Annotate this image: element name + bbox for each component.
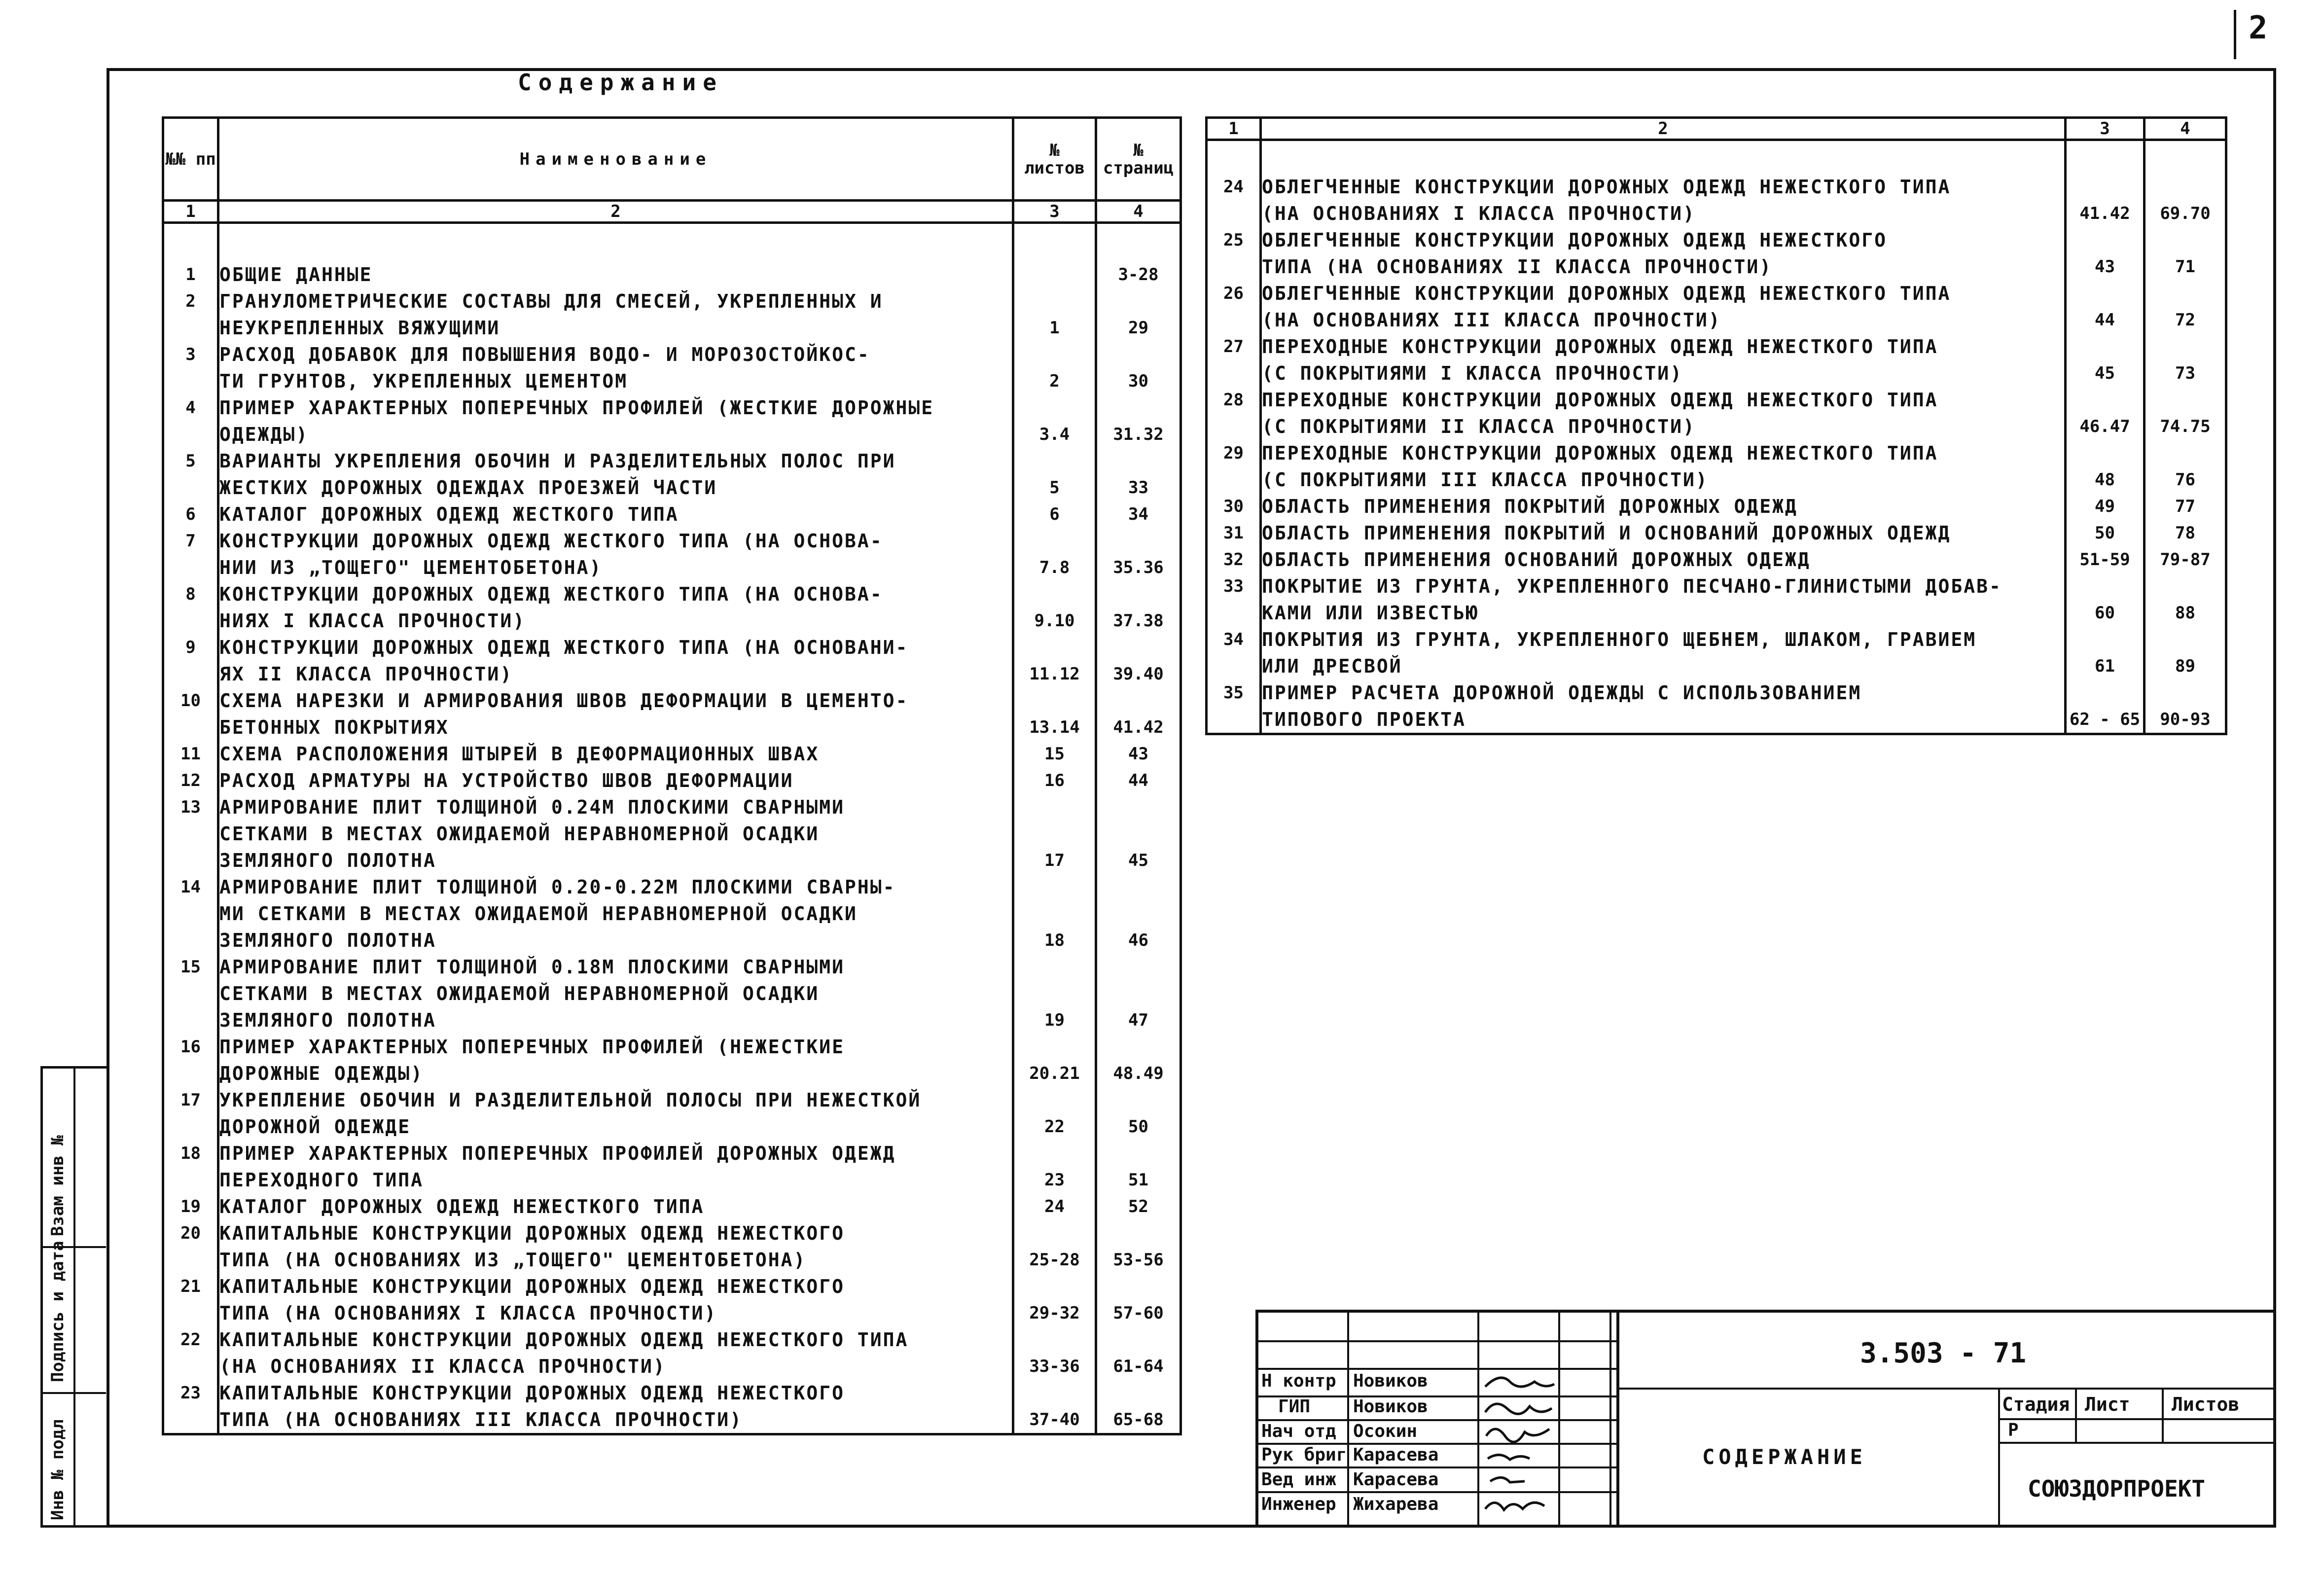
row-sheets: 23 xyxy=(1013,1140,1096,1193)
row-number: 24 xyxy=(1207,140,1261,227)
row-number: 2 xyxy=(163,288,218,341)
row-number: 7 xyxy=(163,528,218,581)
row-number: 9 xyxy=(163,634,218,687)
row-sheets: 41.42 xyxy=(2066,140,2145,227)
row-number: 25 xyxy=(1207,227,1261,280)
row-pages: 50 xyxy=(1096,1087,1181,1140)
row-number: 26 xyxy=(1207,280,1261,333)
label-sign-date: Подпись и дата xyxy=(48,1241,68,1382)
row-pages: 29 xyxy=(1096,288,1181,341)
header-name: Наименование xyxy=(218,118,1013,201)
row-name: КАПИТАЛЬНЫЕ КОНСТРУКЦИИ ДОРОЖНЫХ ОДЕЖД НЕЖЕСТКОГО ТИПА (НА ОСНОВАНИЯХ ИЗ „ТОЩЕГО" ЦЕМЕНТОБЕТОНА) xyxy=(218,1220,1013,1273)
row-pages: 43 xyxy=(1096,741,1181,767)
table-row xyxy=(1207,520,2226,546)
row-name: ВАРИАНТЫ УКРЕПЛЕНИЯ ОБОЧИН И РАЗДЕЛИТЕЛЬНЫХ ПОЛОС ПРИ ЖЕСТКИХ ДОРОЖНЫХ ОДЕЖДАХ ПРОЕЗЖЕЙ ЧАСТИ xyxy=(218,448,1013,501)
table-row xyxy=(1207,679,2226,734)
sheet-number-divider xyxy=(2234,10,2236,59)
label-inv-orig: Инв № подл xyxy=(48,1419,68,1520)
row-number: 35 xyxy=(1207,679,1261,734)
stage-value: Р xyxy=(2008,1420,2019,1440)
row-pages: 65-68 xyxy=(1096,1380,1181,1434)
row-pages: 3-28 xyxy=(1096,223,1181,288)
table-row xyxy=(163,448,1181,501)
row-number: 20 xyxy=(163,1220,218,1273)
row-name: ОБЛЕГЧЕННЫЕ КОНСТРУКЦИИ ДОРОЖНЫХ ОДЕЖД НЕЖЕСТКОГО ТИПА (НА ОСНОВАНИЯХ I КЛАССА ПРОЧНОСТИ) xyxy=(1261,140,2066,227)
table-row xyxy=(163,874,1181,954)
stamp-role: Рук бриг xyxy=(1261,1445,1347,1465)
table-row xyxy=(1207,440,2226,493)
row-number: 1 xyxy=(163,223,218,288)
row-name: СХЕМА НАРЕЗКИ И АРМИРОВАНИЯ ШВОВ ДЕФОРМАЦИИ В ЦЕМЕНТО- БЕТОННЫХ ПОКРЫТИЯХ xyxy=(218,687,1013,741)
row-name: КАПИТАЛЬНЫЕ КОНСТРУКЦИИ ДОРОЖНЫХ ОДЕЖД НЕЖЕСТКОГО ТИПА (НА ОСНОВАНИЯХ II КЛАССА ПРОЧНОСТИ) xyxy=(218,1326,1013,1380)
row-sheets: 15 xyxy=(1013,741,1096,767)
row-sheets: 20.21 xyxy=(1013,1034,1096,1087)
row-sheets: 61 xyxy=(2066,626,2145,679)
row-sheets: 25-28 xyxy=(1013,1220,1096,1273)
stamp-role: Вед инж xyxy=(1261,1469,1336,1490)
row-pages: 53-56 xyxy=(1096,1220,1181,1273)
header-sheets: № листов xyxy=(1013,118,1096,201)
row-number: 34 xyxy=(1207,626,1261,679)
row-number: 28 xyxy=(1207,387,1261,440)
side-stamp xyxy=(40,1066,107,1528)
row-sheets: 13.14 xyxy=(1013,687,1096,741)
row-sheets: 1 xyxy=(1013,288,1096,341)
table-row xyxy=(163,1193,1181,1220)
row-pages: 41.42 xyxy=(1096,687,1181,741)
row-number: 4 xyxy=(163,394,218,448)
row-name: РАСХОД ДОБАВОК ДЛЯ ПОВЫШЕНИЯ ВОДО- И МОРОЗОСТОЙКОС- ТИ ГРУНТОВ, УКРЕПЛЕННЫХ ЦЕМЕНТОМ xyxy=(218,341,1013,394)
row-pages: 51 xyxy=(1096,1140,1181,1193)
colnum: 4 xyxy=(1096,201,1181,223)
row-name: ГРАНУЛОМЕТРИЧЕСКИЕ СОСТАВЫ ДЛЯ СМЕСЕЙ, УКРЕПЛЕННЫХ И НЕУКРЕПЛЕННЫХ ВЯЖУЩИМИ xyxy=(218,288,1013,341)
row-pages: 47 xyxy=(1096,954,1181,1034)
table-row xyxy=(163,528,1181,581)
row-number: 29 xyxy=(1207,440,1261,493)
row-pages: 46 xyxy=(1096,874,1181,954)
row-pages: 52 xyxy=(1096,1193,1181,1220)
colnum: 2 xyxy=(218,201,1013,223)
row-name: ОБЛЕГЧЕННЫЕ КОНСТРУКЦИИ ДОРОЖНЫХ ОДЕЖД НЕЖЕСТКОГО ТИПА (НА ОСНОВАНИЯХ III КЛАССА ПРОЧНОСТИ) xyxy=(1261,280,2066,333)
row-name: ОБЩИЕ ДАННЫЕ xyxy=(218,223,1013,288)
row-name: РАСХОД АРМАТУРЫ НА УСТРОЙСТВО ШВОВ ДЕФОРМАЦИИ xyxy=(218,767,1013,794)
row-name: ПРИМЕР РАСЧЕТА ДОРОЖНОЙ ОДЕЖДЫ С ИСПОЛЬЗОВАНИЕМ ТИПОВОГО ПРОЕКТА xyxy=(1261,679,2066,734)
row-name: УКРЕПЛЕНИЕ ОБОЧИН И РАЗДЕЛИТЕЛЬНОЙ ПОЛОСЫ ПРИ НЕЖЕСТКОЙ ДОРОЖНОЙ ОДЕЖДЕ xyxy=(218,1087,1013,1140)
row-number: 30 xyxy=(1207,493,1261,520)
row-name: ПЕРЕХОДНЫЕ КОНСТРУКЦИИ ДОРОЖНЫХ ОДЕЖД НЕЖЕСТКОГО ТИПА (С ПОКРЫТИЯМИ II КЛАССА ПРОЧНОСТИ) xyxy=(1261,387,2066,440)
row-number: 13 xyxy=(163,794,218,874)
sheets-label: Листов xyxy=(2172,1394,2240,1415)
row-number: 18 xyxy=(163,1140,218,1193)
row-pages: 69.70 xyxy=(2145,140,2226,227)
table-row xyxy=(163,954,1181,1034)
row-number: 23 xyxy=(163,1380,218,1434)
row-number: 31 xyxy=(1207,520,1261,546)
row-number: 21 xyxy=(163,1273,218,1326)
contents-table-left xyxy=(162,116,1182,1435)
stage-label: Стадия xyxy=(2002,1394,2070,1415)
organization: СОЮЗДОРПРОЕКТ xyxy=(2028,1475,2206,1502)
row-sheets: 18 xyxy=(1013,874,1096,954)
row-name: ПОКРЫТИЕ ИЗ ГРУНТА, УКРЕПЛЕННОГО ПЕСЧАНО-ГЛИНИСТЫМИ ДОБАВ- КАМИ ИЛИ ИЗВЕСТЬЮ xyxy=(1261,573,2066,626)
row-name: ПРИМЕР ХАРАКТЕРНЫХ ПОПЕРЕЧНЫХ ПРОФИЛЕЙ (НЕЖЕСТКИЕ ДОРОЖНЫЕ ОДЕЖДЫ) xyxy=(218,1034,1013,1087)
row-sheets: 5 xyxy=(1013,448,1096,501)
row-pages: 77 xyxy=(2145,493,2226,520)
row-sheets: 46.47 xyxy=(2066,387,2145,440)
row-number: 17 xyxy=(163,1087,218,1140)
row-sheets: 7.8 xyxy=(1013,528,1096,581)
row-sheets: 37-40 xyxy=(1013,1380,1096,1434)
row-pages: 61-64 xyxy=(1096,1326,1181,1380)
table-row xyxy=(163,767,1181,794)
row-pages: 74.75 xyxy=(2145,387,2226,440)
row-name: КОНСТРУКЦИИ ДОРОЖНЫХ ОДЕЖД ЖЕСТКОГО ТИПА (НА ОСНОВА- НИИ ИЗ „ТОЩЕГО" ЦЕМЕНТОБЕТОНА) xyxy=(218,528,1013,581)
row-number: 8 xyxy=(163,581,218,634)
row-name: АРМИРОВАНИЕ ПЛИТ ТОЛЩИНОЙ 0.24М ПЛОСКИМИ СВАРНЫМИ СЕТКАМИ В МЕСТАХ ОЖИДАЕМОЙ НЕРАВНОМЕРНОЙ ОСАДКИ ЗЕМЛЯНОГО ПОЛОТНА xyxy=(218,794,1013,874)
row-pages: 57-60 xyxy=(1096,1273,1181,1326)
row-number: 12 xyxy=(163,767,218,794)
table-row xyxy=(163,1087,1181,1140)
table-row xyxy=(1207,573,2226,626)
row-sheets: 44 xyxy=(2066,280,2145,333)
title-block xyxy=(1255,1310,2276,1528)
row-name: КАТАЛОГ ДОРОЖНЫХ ОДЕЖД ЖЕСТКОГО ТИПА xyxy=(218,501,1013,528)
row-name: ПРИМЕР ХАРАКТЕРНЫХ ПОПЕРЕЧНЫХ ПРОФИЛЕЙ (ЖЕСТКИЕ ДОРОЖНЫЕ ОДЕЖДЫ) xyxy=(218,394,1013,448)
table-row xyxy=(163,1273,1181,1326)
row-sheets: 43 xyxy=(2066,227,2145,280)
row-sheets: 60 xyxy=(2066,573,2145,626)
stamp-name: Новиков xyxy=(1353,1396,1428,1417)
row-name: КАПИТАЛЬНЫЕ КОНСТРУКЦИИ ДОРОЖНЫХ ОДЕЖД НЕЖЕСТКОГО ТИПА (НА ОСНОВАНИЯХ III КЛАССА ПРОЧНОСТИ) xyxy=(218,1380,1013,1434)
row-name: АРМИРОВАНИЕ ПЛИТ ТОЛЩИНОЙ 0.18М ПЛОСКИМИ СВАРНЫМИ СЕТКАМИ В МЕСТАХ ОЖИДАЕМОЙ НЕРАВНОМЕРНОЙ ОСАДКИ ЗЕМЛЯНОГО ПОЛОТНА xyxy=(218,954,1013,1034)
row-sheets: 3.4 xyxy=(1013,394,1096,448)
row-number: 19 xyxy=(163,1193,218,1220)
row-pages: 33 xyxy=(1096,448,1181,501)
row-name: КАТАЛОГ ДОРОЖНЫХ ОДЕЖД НЕЖЕСТКОГО ТИПА xyxy=(218,1193,1013,1220)
table-row xyxy=(1207,493,2226,520)
row-pages: 39.40 xyxy=(1096,634,1181,687)
row-pages: 48.49 xyxy=(1096,1034,1181,1087)
stamp-role: Инженер xyxy=(1261,1494,1336,1514)
row-name: КАПИТАЛЬНЫЕ КОНСТРУКЦИИ ДОРОЖНЫХ ОДЕЖД НЕЖЕСТКОГО ТИПА (НА ОСНОВАНИЯХ I КЛАССА ПРОЧНОСТИ) xyxy=(218,1273,1013,1326)
label-inv-replace: Взам инв № xyxy=(48,1135,68,1236)
row-pages: 90-93 xyxy=(2145,679,2226,734)
colnum: 1 xyxy=(163,201,218,223)
row-sheets: 62 - 65 xyxy=(2066,679,2145,734)
row-name: ПОКРЫТИЯ ИЗ ГРУНТА, УКРЕПЛЕННОГО ЩЕБНЕМ, ШЛАКОМ, ГРАВИЕМ ИЛИ ДРЕСВОЙ xyxy=(1261,626,2066,679)
row-sheets: 29-32 xyxy=(1013,1273,1096,1326)
table-row xyxy=(163,394,1181,448)
row-sheets: 33-36 xyxy=(1013,1326,1096,1380)
row-name: КОНСТРУКЦИИ ДОРОЖНЫХ ОДЕЖД ЖЕСТКОГО ТИПА (НА ОСНОВАНИ- ЯХ II КЛАССА ПРОЧНОСТИ) xyxy=(218,634,1013,687)
row-number: 3 xyxy=(163,341,218,394)
stamp-role: Нач отд xyxy=(1261,1421,1336,1441)
row-name: ОБЛЕГЧЕННЫЕ КОНСТРУКЦИИ ДОРОЖНЫХ ОДЕЖД НЕЖЕСТКОГО ТИПА (НА ОСНОВАНИЯХ II КЛАССА ПРОЧНОСТИ) xyxy=(1261,227,2066,280)
row-name: ОБЛАСТЬ ПРИМЕНЕНИЯ ПОКРЫТИЙ И ОСНОВАНИЙ ДОРОЖНЫХ ОДЕЖД xyxy=(1261,520,2066,546)
colnum: 3 xyxy=(2066,118,2145,140)
row-sheets: 48 xyxy=(2066,440,2145,493)
table-row xyxy=(163,223,1181,288)
table-row xyxy=(163,741,1181,767)
row-name: ОБЛАСТЬ ПРИМЕНЕНИЯ ОСНОВАНИЙ ДОРОЖНЫХ ОДЕЖД xyxy=(1261,546,2066,573)
row-pages: 89 xyxy=(2145,626,2226,679)
row-sheets: 45 xyxy=(2066,333,2145,387)
row-pages: 31.32 xyxy=(1096,394,1181,448)
row-name: ОБЛАСТЬ ПРИМЕНЕНИЯ ПОКРЫТИЙ ДОРОЖНЫХ ОДЕЖД xyxy=(1261,493,2066,520)
table-row xyxy=(1207,546,2226,573)
row-pages: 79-87 xyxy=(2145,546,2226,573)
row-number: 16 xyxy=(163,1034,218,1087)
header-num: №№ пп xyxy=(163,118,218,201)
row-pages: 76 xyxy=(2145,440,2226,493)
row-sheets: 16 xyxy=(1013,767,1096,794)
table-row xyxy=(163,501,1181,528)
stamp-name: Новиков xyxy=(1353,1371,1428,1391)
row-pages: 30 xyxy=(1096,341,1181,394)
stamp-name: Осокин xyxy=(1353,1421,1418,1441)
row-sheets: 51-59 xyxy=(2066,546,2145,573)
table-row xyxy=(163,687,1181,741)
row-sheets: 24 xyxy=(1013,1193,1096,1220)
row-number: 33 xyxy=(1207,573,1261,626)
row-name: СХЕМА РАСПОЛОЖЕНИЯ ШТЫРЕЙ В ДЕФОРМАЦИОННЫХ ШВАХ xyxy=(218,741,1013,767)
row-sheets: 9.10 xyxy=(1013,581,1096,634)
row-sheets: 22 xyxy=(1013,1087,1096,1140)
row-pages: 78 xyxy=(2145,520,2226,546)
table-row xyxy=(163,1380,1181,1434)
contents-table-right xyxy=(1205,116,2227,735)
row-number: 6 xyxy=(163,501,218,528)
row-number: 11 xyxy=(163,741,218,767)
row-pages: 44 xyxy=(1096,767,1181,794)
stamp-role: ГИП xyxy=(1278,1396,1311,1417)
row-pages: 73 xyxy=(2145,333,2226,387)
table-row xyxy=(1207,387,2226,440)
table-row xyxy=(163,1220,1181,1273)
row-pages: 71 xyxy=(2145,227,2226,280)
table-row xyxy=(163,288,1181,341)
table-row xyxy=(1207,280,2226,333)
row-number: 10 xyxy=(163,687,218,741)
table-row xyxy=(1207,626,2226,679)
signature-scribbles xyxy=(1480,1367,1559,1525)
row-sheets: 17 xyxy=(1013,794,1096,874)
row-pages: 37.38 xyxy=(1096,581,1181,634)
row-number: 27 xyxy=(1207,333,1261,387)
sheet-label: Лист xyxy=(2085,1394,2130,1415)
row-number: 14 xyxy=(163,874,218,954)
row-number: 15 xyxy=(163,954,218,1034)
row-name: ПЕРЕХОДНЫЕ КОНСТРУКЦИИ ДОРОЖНЫХ ОДЕЖД НЕЖЕСТКОГО ТИПА (С ПОКРЫТИЯМИ III КЛАССА ПРОЧНОСТИ) xyxy=(1261,440,2066,493)
colnum: 2 xyxy=(1261,118,2066,140)
colnum: 1 xyxy=(1207,118,1261,140)
row-pages: 35.36 xyxy=(1096,528,1181,581)
row-pages: 45 xyxy=(1096,794,1181,874)
row-name: АРМИРОВАНИЕ ПЛИТ ТОЛЩИНОЙ 0.20-0.22М ПЛОСКИМИ СВАРНЫ- МИ СЕТКАМИ В МЕСТАХ ОЖИДАЕМОЙ НЕРАВНОМЕРНОЙ ОСАДКИ ЗЕМЛЯНОГО ПОЛОТНА xyxy=(218,874,1013,954)
row-sheets xyxy=(1013,223,1096,288)
row-number: 32 xyxy=(1207,546,1261,573)
row-sheets: 50 xyxy=(2066,520,2145,546)
row-pages: 72 xyxy=(2145,280,2226,333)
table-row xyxy=(1207,227,2226,280)
table-row xyxy=(163,634,1181,687)
row-number: 22 xyxy=(163,1326,218,1380)
stamp-name: Жихарева xyxy=(1353,1494,1439,1514)
row-sheets: 2 xyxy=(1013,341,1096,394)
row-number: 5 xyxy=(163,448,218,501)
stamp-name: Карасева xyxy=(1353,1445,1439,1465)
row-name: КОНСТРУКЦИИ ДОРОЖНЫХ ОДЕЖД ЖЕСТКОГО ТИПА (НА ОСНОВА- НИЯХ I КЛАССА ПРОЧНОСТИ) xyxy=(218,581,1013,634)
row-sheets: 19 xyxy=(1013,954,1096,1034)
table-row xyxy=(163,1326,1181,1380)
table-row xyxy=(163,341,1181,394)
document-code: 3.503 - 71 xyxy=(1860,1337,2027,1369)
table-row xyxy=(163,1140,1181,1193)
sheet-number: 2 xyxy=(2249,10,2268,46)
table-row xyxy=(163,794,1181,874)
table-row xyxy=(1207,333,2226,387)
row-sheets: 6 xyxy=(1013,501,1096,528)
row-sheets: 49 xyxy=(2066,493,2145,520)
stamp-role: Н контр xyxy=(1261,1371,1336,1391)
table-row xyxy=(1207,140,2226,227)
row-name: ПРИМЕР ХАРАКТЕРНЫХ ПОПЕРЕЧНЫХ ПРОФИЛЕЙ ДОРОЖНЫХ ОДЕЖД ПЕРЕХОДНОГО ТИПА xyxy=(218,1140,1013,1193)
row-pages: 34 xyxy=(1096,501,1181,528)
row-pages: 88 xyxy=(2145,573,2226,626)
page-title: Содержание xyxy=(518,69,723,96)
header-pages: № страниц xyxy=(1096,118,1181,201)
stamp-name: Карасева xyxy=(1353,1469,1439,1490)
row-name: ПЕРЕХОДНЫЕ КОНСТРУКЦИИ ДОРОЖНЫХ ОДЕЖД НЕЖЕСТКОГО ТИПА (С ПОКРЫТИЯМИ I КЛАССА ПРОЧНОСТИ) xyxy=(1261,333,2066,387)
colnum: 3 xyxy=(1013,201,1096,223)
colnum: 4 xyxy=(2145,118,2226,140)
table-row xyxy=(163,1034,1181,1087)
row-sheets: 11.12 xyxy=(1013,634,1096,687)
table-row xyxy=(163,581,1181,634)
sheet-title: СОДЕРЖАНИЕ xyxy=(1702,1445,1866,1469)
